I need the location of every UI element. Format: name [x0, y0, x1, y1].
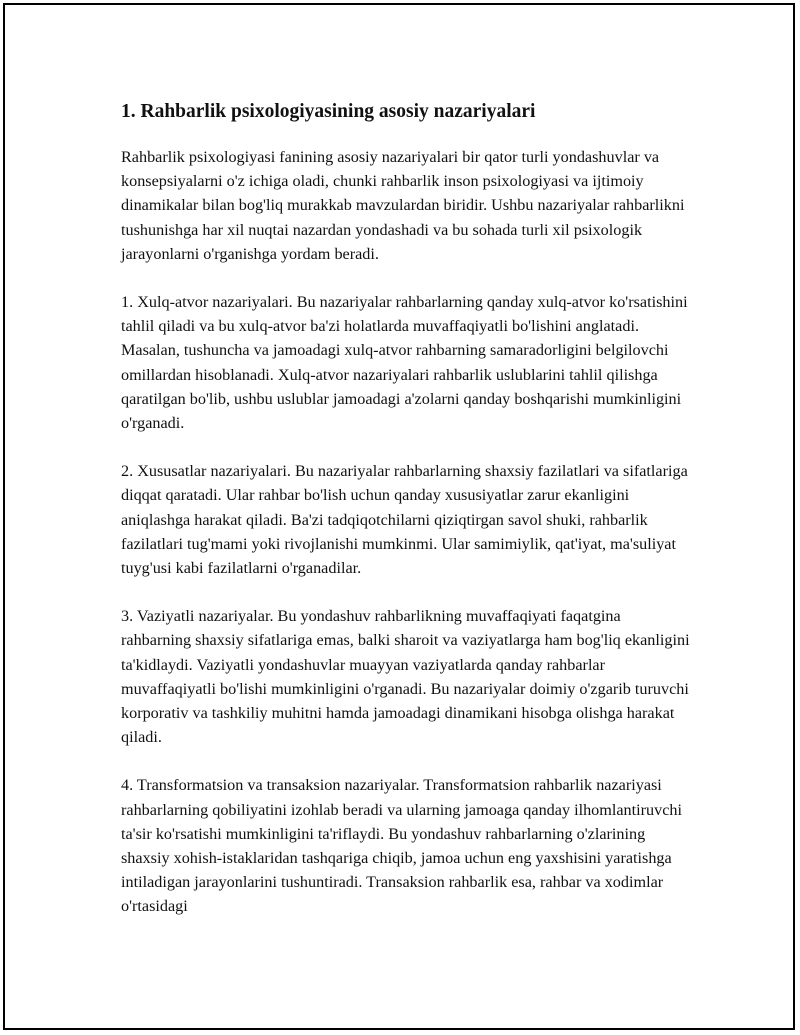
section-heading: 1. Rahbarlik psixologiyasining asosiy nazariyalari	[121, 101, 536, 122]
trait-theories-paragraph: 2. Xususatlar nazariyalari. Bu nazariyalar rahbarlarning shaxsiy fazilatlari va sifatlariga diqqat qaratadi. Ular rahbar bo'lish uchun qanday xususiyatlar zarur ekanligini aniqlashga harakat qiladi. Ba'zi tadqiqotchilarni qiziqtirgan savol shuki, rahbarlik fazilatlari tug'mami yoki rivojlanishi mumkinmi. Ular samimiylik, qat'iyat, ma'suliyat tuyg'usi kabi fazilatlarni o'rganadilar.	[121, 462, 688, 578]
behavior-theories-paragraph: 1. Xulq-atvor nazariyalari. Bu nazariyalar rahbarlarning qanday xulq-atvor ko'rsatishini tahlil qiladi va bu xulq-atvor ba'zi holatlarda muvaffaqiyatli bo'lishini anglatadi. Masalan, tushuncha va jamoadagi xulq-atvor rahbarning samaradorligini belgilovchi omillardan hisoblanadi. Xulq-atvor nazariyalari rahbarlik uslublarini tahlil qilishga qaratilgan bo'lib, ushbu uslublar jamoadagi a'zolarni qanday boshqarishi mumkinligini o'rganadi.	[121, 293, 688, 433]
transformational-theories-paragraph: 4. Transformatsion va transaksion nazariyalar. Transformatsion rahbarlik nazariyasi rahbarlarning qobiliyatini izohlab beradi va ularning jamoaga qanday ilhomlantiruvchi ta'sir ko'rsatishi mumkinligini ta'riflaydi. Bu yondashuv rahbarlarning o'zlarining shaxsiy xohish-istaklaridan tashqariga chiqib, jamoa uchun eng yaxshisini yaratishga intiladigan jarayonlarini tushuntiradi. Transaksion rahbarlik esa, rahbar va xodimlar o'rtasidagi	[121, 776, 682, 916]
situational-theories-paragraph: 3. Vaziyatli nazariyalar. Bu yondashuv rahbarlikning muvaffaqiyati faqatgina rahbarning shaxsiy sifatlariga emas, balki sharoit va vaziyatlarga ham bog'liq ekanligini ta'kidlaydi. Vaziyatli yondashuvlar muayyan vaziyatlarda qanday rahbarlar muvaffaqiyatli bo'lishi mumkinligini o'rganadi. Bu nazariyalar doimiy o'zgarib turuvchi korporativ va tashkiliy muhitni hamda jamoadagi dinamikani hisobga olishga harakat qiladi.	[121, 607, 690, 747]
document-page	[3, 3, 795, 1030]
document-body	[121, 99, 693, 943]
intro-paragraph: Rahbarlik psixologiyasi fanining asosiy nazariyalari bir qator turli yondashuvlar va konsepsiyalarni o'z ichiga oladi, chunki rahbarlik inson psixologiyasi va ijtimoiy dinamikalar bilan bog'liq murakkab mavzulardan biridir. Ushbu nazariyalar rahbarlikni tushunishga har xil nuqtai nazardan yondashadi va bu sohada turli xil psixologik jarayonlarni o'rganishga yordam beradi.	[121, 148, 685, 263]
